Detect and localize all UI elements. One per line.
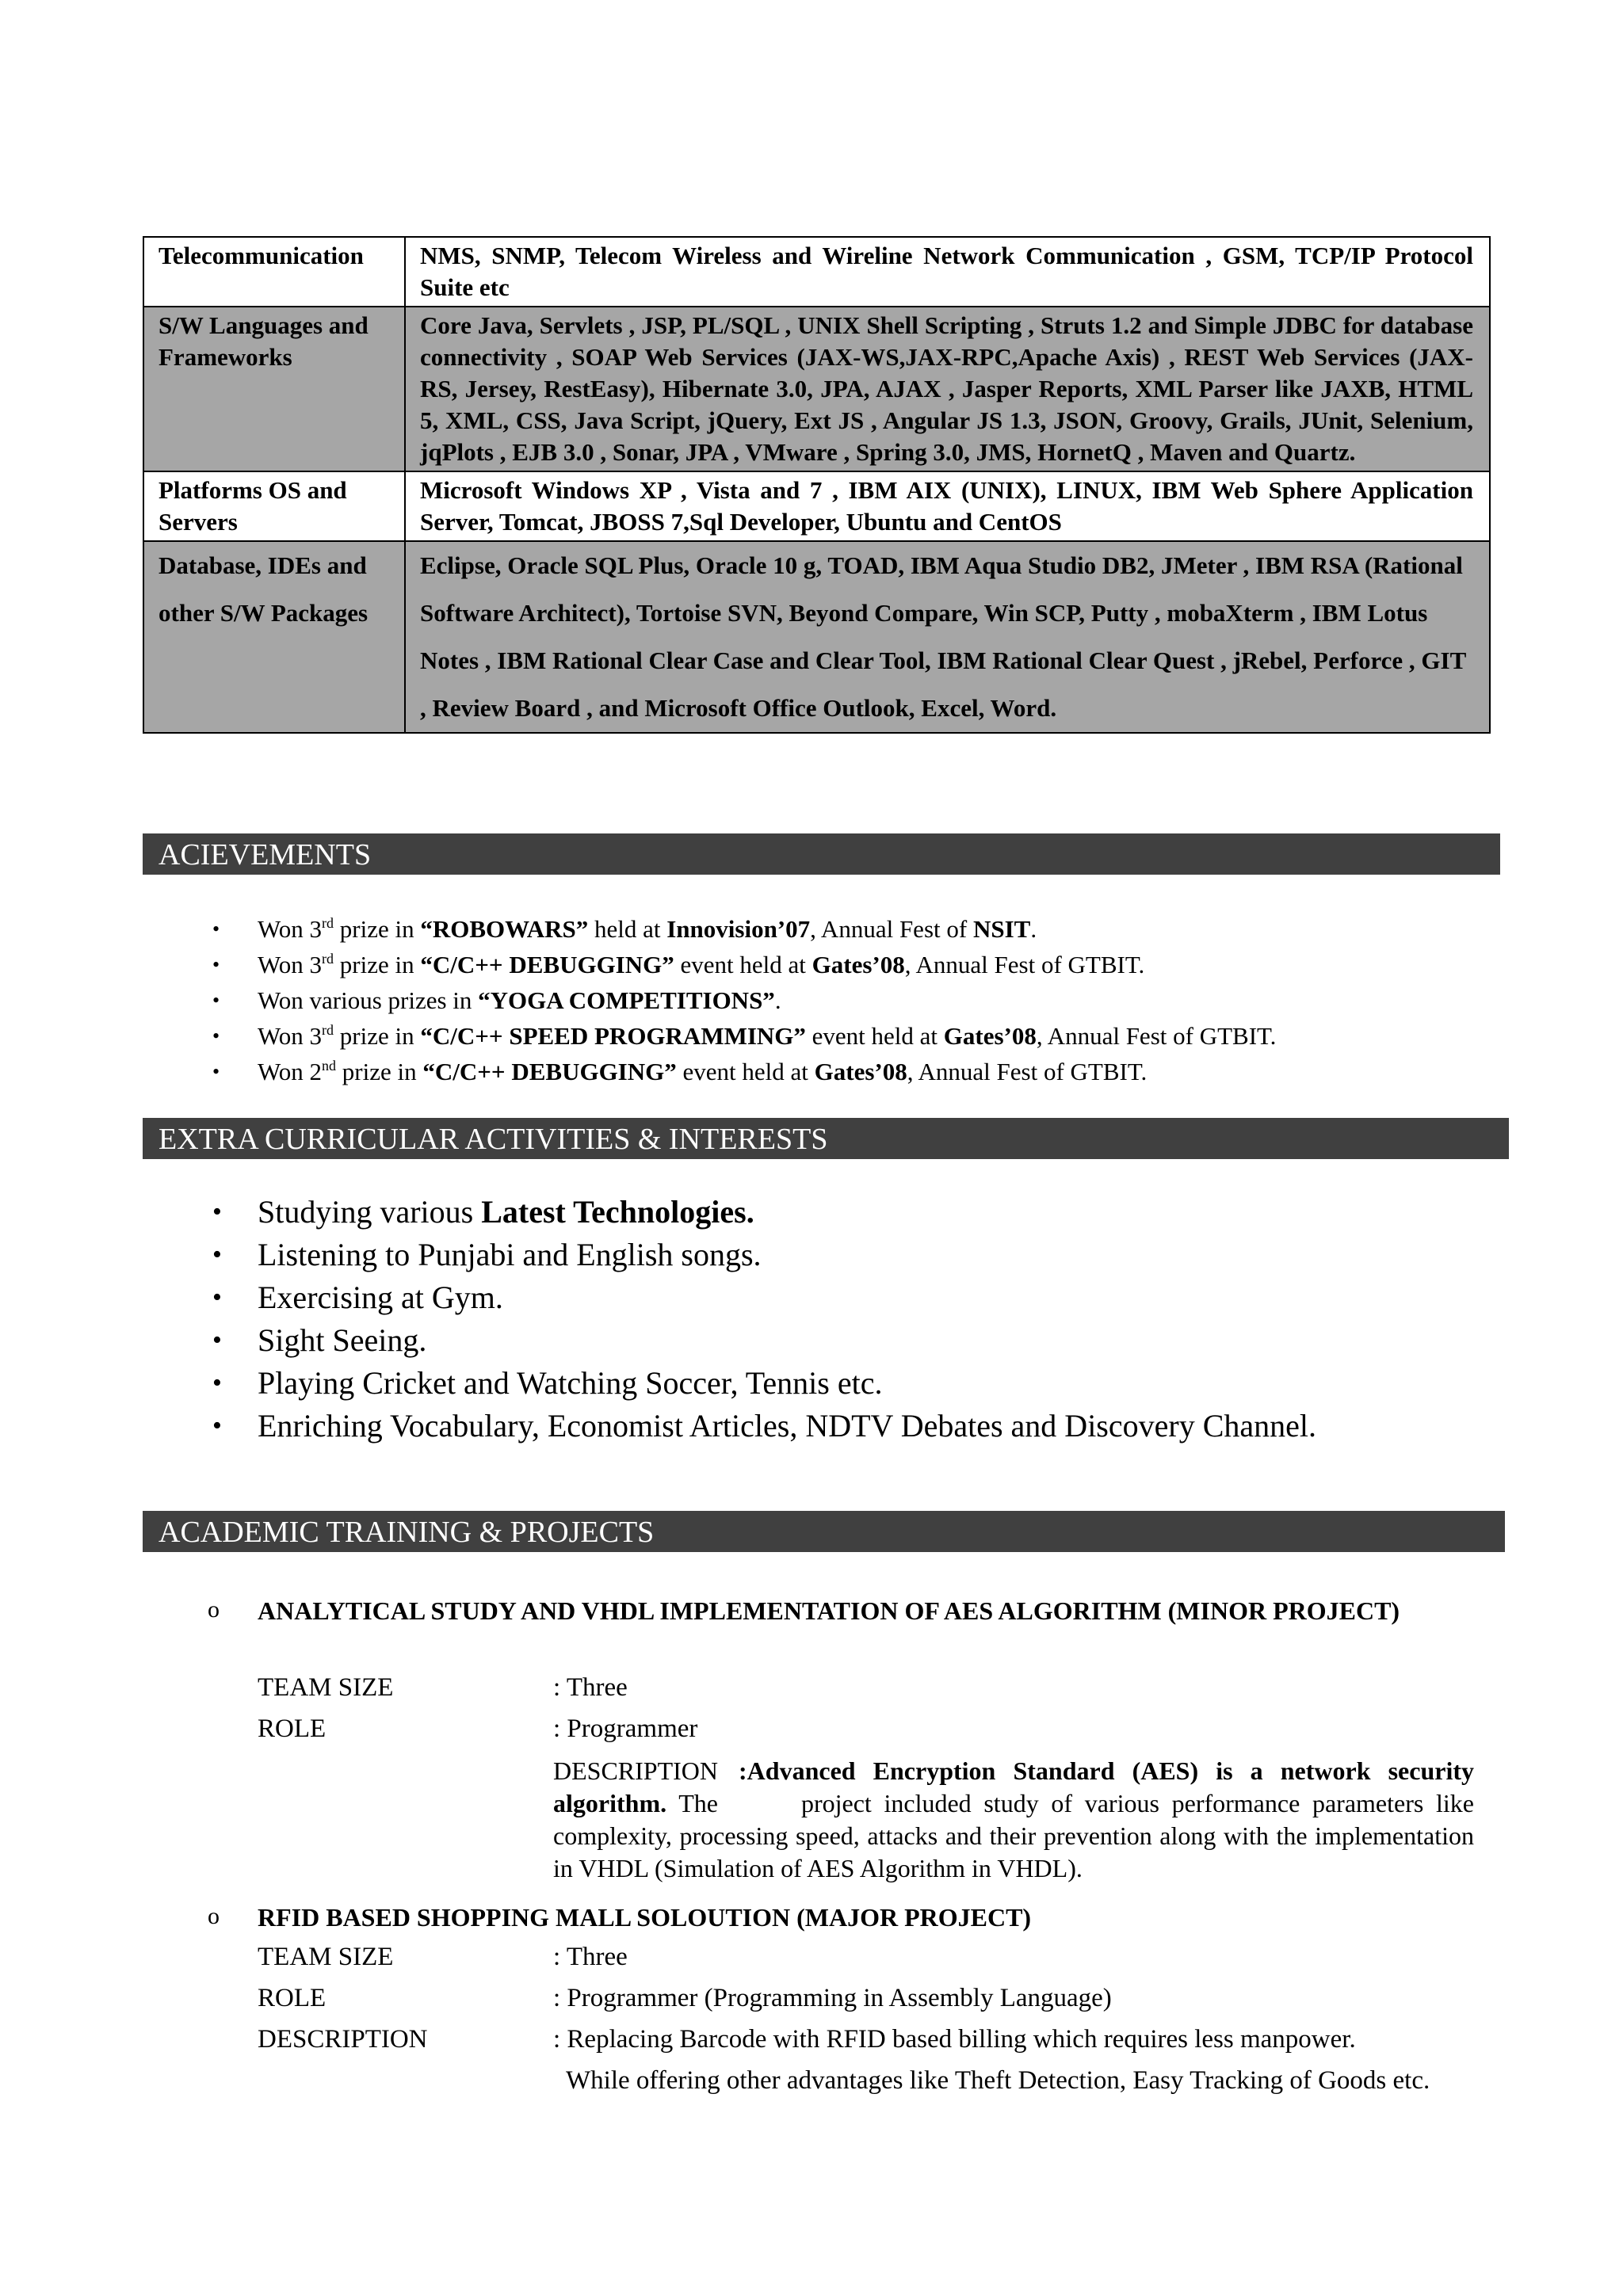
bullet-icon: • (212, 1283, 222, 1312)
bullet-icon: • (212, 1060, 220, 1083)
skill-category: Database, IDEs and other S/W Packages (143, 541, 405, 733)
skills-row (143, 307, 1490, 471)
achievements-list (212, 911, 1277, 1089)
section-header-achievements: ACIEVEMENTS (143, 833, 1500, 875)
team-size-label: TEAM SIZE (258, 1943, 394, 1971)
bullet-icon: • (212, 917, 220, 940)
skills-row (143, 237, 1490, 307)
skill-value: Eclipse, Oracle SQL Plus, Oracle 10 g, TOAD, IBM Aqua Studio DB2, JMeter , IBM RSA (Rational Software Architect), Tortoise SVN, Beyond Compare, Win SCP, Putty , mobaXterm , IBM Lotus Notes , IBM Rational Clear Case and Clear Tool, IBM Rational Clear Quest , jRebel, Perforce , GIT , Review Board , and Microsoft Office Outlook, Excel, Word. (405, 541, 1490, 733)
skill-value: Microsoft Windows XP , Vista and 7 , IBM AIX (UNIX), LINUX, IBM Web Sphere Application Server, Tomcat, JBOSS 7,Sql Developer, Ubuntu and CentOS (405, 471, 1490, 541)
section-header-academic: ACADEMIC TRAINING & PROJECTS (143, 1511, 1505, 1552)
description-text: : Replacing Barcode with RFID based billing which requires less manpower. (553, 2025, 1356, 2054)
team-size-value: : Three (553, 1943, 628, 1971)
skills-row (143, 541, 1490, 733)
skill-category: S/W Languages and Frameworks (143, 307, 405, 471)
skill-category: Platforms OS and Servers (143, 471, 405, 541)
list-item: • Exercising at Gym. (258, 1276, 1316, 1319)
team-size-label: TEAM SIZE (258, 1673, 394, 1702)
role-value: : Programmer (Programming in Assembly Language) (553, 1984, 1112, 2012)
list-item: • Won 3rd prize in “ROBOWARS” held at Innovision’07, Annual Fest of NSIT. (258, 911, 1276, 947)
team-size-value: : Three (553, 1673, 628, 1702)
project-marker-icon: o (208, 1596, 220, 1623)
description-label: DESCRIPTION (258, 2025, 428, 2054)
interests-list (212, 1191, 1316, 1447)
list-item: • Playing Cricket and Watching Soccer, Tennis etc. (258, 1362, 1316, 1405)
list-item: • Won 3rd prize in “C/C++ SPEED PROGRAMMING” event held at Gates’08, Annual Fest of GTBIT. (258, 1018, 1276, 1054)
list-item: • Won 3rd prize in “C/C++ DEBUGGING” event held at Gates’08, Annual Fest of GTBIT. (258, 947, 1276, 982)
bullet-icon: • (212, 1368, 222, 1398)
description-label: DESCRIPTION (553, 1756, 719, 1785)
role-label: ROLE (258, 1984, 327, 2012)
project-title: RFID BASED SHOPPING MALL SOLOUTION (MAJOR PROJECT) (258, 1903, 1032, 1932)
list-item: • Listening to Punjabi and English songs. (258, 1234, 1316, 1276)
list-item: • Won 2nd prize in “C/C++ DEBUGGING” event held at Gates’08, Annual Fest of GTBIT. (258, 1054, 1276, 1089)
skills-table (143, 236, 1491, 734)
bullet-icon: • (212, 989, 220, 1012)
bullet-icon: • (212, 953, 220, 976)
list-item: • Sight Seeing. (258, 1319, 1316, 1362)
list-item: • Won various prizes in “YOGA COMPETITIONS”. (258, 982, 1276, 1018)
list-item: • Studying various Latest Technologies. (258, 1191, 1316, 1234)
skill-value: Core Java, Servlets , JSP, PL/SQL , UNIX Shell Scripting , Struts 1.2 and Simple JDBC for database connectivity , SOAP Web Services (JAX-WS,JAX-RPC,Apache Axis) , REST Web Services (JAX-RS, Jersey, RestEasy), Hibernate 3.0, JPA, AJAX , Jasper Reports, XML Parser like JAXB, HTML 5, XML, CSS, Java Script, jQuery, Ext JS , Angular JS 1.3, JSON, Groovy, Grails, JUnit, Selenium, jqPlots , EJB 3.0 , Sonar, JPA , VMware , Spring 3.0, JMS, HornetQ , Maven and Quartz. (405, 307, 1490, 471)
section-header-extra-curricular: EXTRA CURRICULAR ACTIVITIES & INTERESTS (143, 1118, 1509, 1159)
skills-row (143, 471, 1490, 541)
project-marker-icon: o (208, 1903, 220, 1929)
skill-category: Telecommunication (143, 237, 405, 307)
project-description: DESCRIPTION :Advanced Encryption Standard (AES) is a network security algorithm. The project included study of various performance parameters like complexity, processing speed, attacks and their prevention along with the implementation in VHDL (Simulation of AES Algorithm in VHDL). (553, 1756, 1475, 1882)
bullet-icon: • (212, 1325, 222, 1355)
skill-value: NMS, SNMP, Telecom Wireless and Wireline Network Communication , GSM, TCP/IP Protocol Suite etc (405, 237, 1490, 307)
role-label: ROLE (258, 1714, 327, 1743)
bullet-icon: • (212, 1024, 220, 1047)
list-item: • Enriching Vocabulary, Economist Articles, NDTV Debates and Discovery Channel. (258, 1405, 1316, 1447)
description-text: While offering other advantages like Theft Detection, Easy Tracking of Goods etc. (566, 2066, 1430, 2095)
bullet-icon: • (212, 1411, 222, 1440)
bullet-icon: • (212, 1197, 222, 1226)
role-value: : Programmer (553, 1714, 698, 1743)
project-title: ANALYTICAL STUDY AND VHDL IMPLEMENTATION OF AES ALGORITHM (MINOR PROJECT) (258, 1596, 1400, 1625)
bullet-icon: • (212, 1240, 222, 1269)
